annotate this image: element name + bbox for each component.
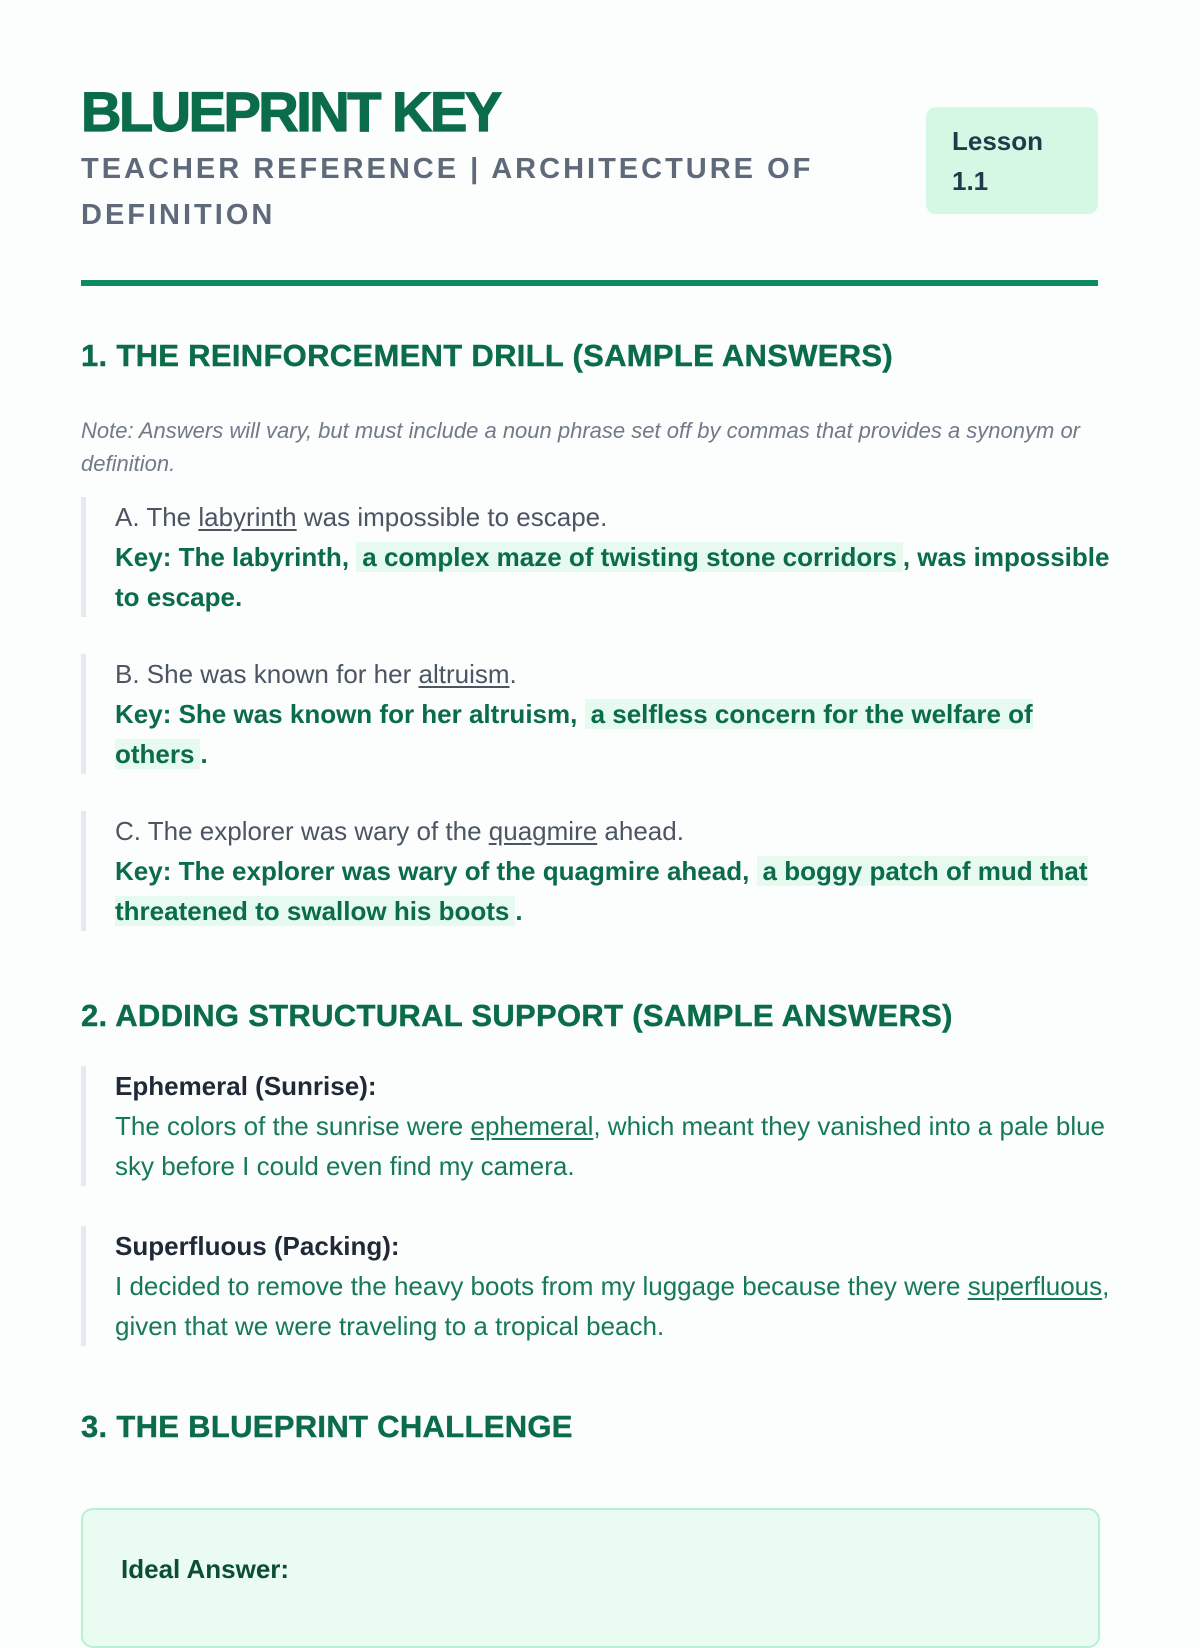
vocab-word: superfluous xyxy=(967,1271,1103,1301)
section-3-heading: 3. THE BLUEPRINT CHALLENGE xyxy=(81,1409,573,1444)
support-item-ephemeral xyxy=(81,1066,1115,1186)
section-2-heading: 2. ADDING STRUCTURAL SUPPORT (SAMPLE ANSWERS) xyxy=(81,998,953,1033)
appositive-highlight: a boggy patch of mud that threatened to swallow his boots xyxy=(115,856,1088,926)
drill-key: Key: The explorer was wary of the quagmire ahead, a boggy patch of mud that threatened to swallow his boots . xyxy=(115,856,1088,926)
lesson-label: Lesson xyxy=(952,126,1044,156)
appositive-highlight: a selfless concern for the welfare of others xyxy=(115,699,1033,769)
ideal-answer-label: Ideal Answer: xyxy=(121,1554,290,1584)
drill-item-a xyxy=(81,497,1115,617)
support-text: The colors of the sunrise were ephemeral, which meant they vanished into a pale blue sky before I could even find my camera. xyxy=(115,1111,1106,1181)
lesson-badge xyxy=(926,107,1098,214)
support-label: Superfluous (Packing): xyxy=(115,1231,400,1261)
lesson-number: 1.1 xyxy=(952,166,989,196)
drill-item-c xyxy=(81,811,1115,931)
vocab-word: quagmire xyxy=(488,816,598,846)
vocab-word: altruism xyxy=(418,659,510,689)
appositive-highlight: a complex maze of twisting stone corridors xyxy=(356,542,903,572)
vocab-word: ephemeral xyxy=(470,1111,594,1141)
vocab-word: labyrinth xyxy=(198,502,297,532)
drill-prompt: B. She was known for her altruism. xyxy=(115,659,517,689)
drill-item-b xyxy=(81,654,1115,774)
header xyxy=(81,0,1098,284)
support-text: I decided to remove the heavy boots from my luggage because they were superfluous, given that we were traveling to a tropical beach. xyxy=(115,1271,1110,1341)
drill-key: Key: She was known for her altruism, a selfless concern for the welfare of others . xyxy=(115,699,1033,769)
drill-prompt: C. The explorer was wary of the quagmire ahead. xyxy=(115,816,684,846)
support-item-superfluous xyxy=(81,1226,1115,1346)
drill-prompt: A. The labyrinth was impossible to escape. xyxy=(115,502,608,532)
section-1-heading: 1. THE REINFORCEMENT DRILL (SAMPLE ANSWERS) xyxy=(81,338,894,373)
drill-key: Key: The labyrinth, a complex maze of twisting stone corridors , was impossible to escape. xyxy=(115,542,1110,612)
page-subtitle: TEACHER REFERENCE | ARCHITECTURE OF DEFINITION xyxy=(81,153,814,231)
challenge-answer-box xyxy=(81,1508,1100,1648)
section-1-note: Note: Answers will vary, but must include a noun phrase set off by commas that provides a synonym or definition. xyxy=(81,418,1081,476)
support-label: Ephemeral (Sunrise): xyxy=(115,1071,377,1101)
header-divider xyxy=(81,280,1098,286)
page-title: BLUEPRINT KEY xyxy=(81,80,500,143)
